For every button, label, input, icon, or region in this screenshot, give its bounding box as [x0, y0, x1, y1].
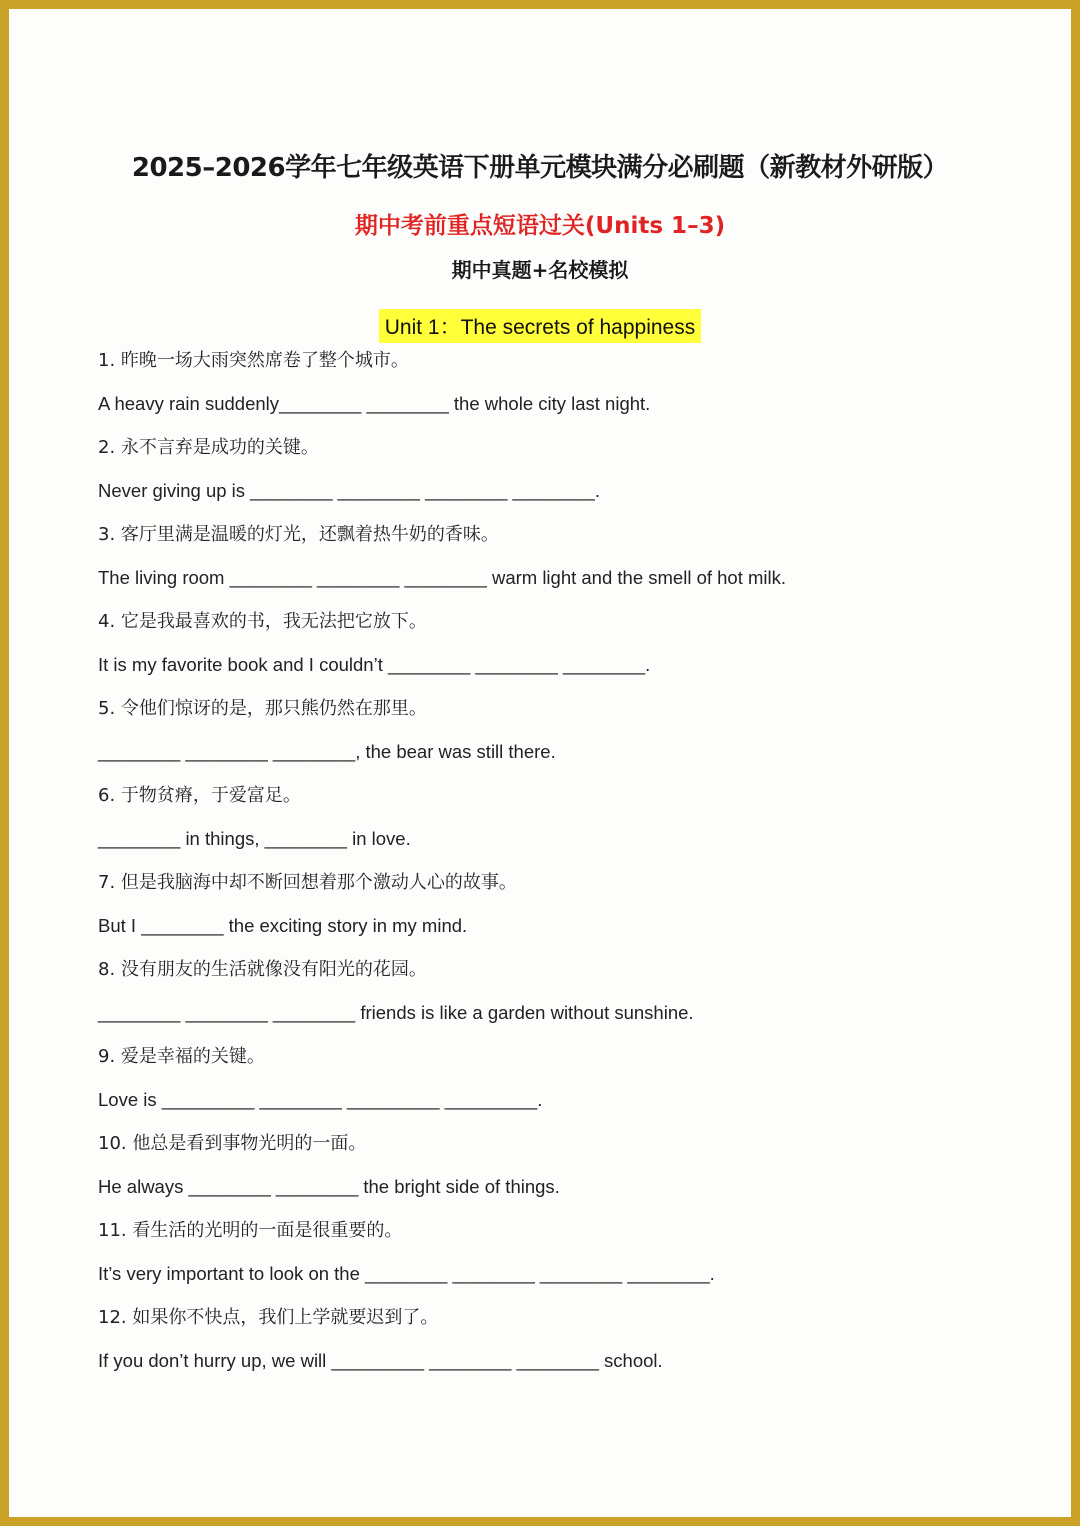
question-english: A heavy rain suddenly________ ________ the whole city last night.	[98, 393, 651, 414]
question-chinese: 10. 他总是看到事物光明的一面。	[98, 1133, 367, 1154]
question-item	[98, 521, 1018, 608]
question-item	[98, 782, 1018, 869]
page-title: 2025–2026学年七年级英语下册单元模块满分必刷题（新教材外研版）	[131, 153, 949, 183]
question-chinese: 5. 令他们惊讶的是，那只熊仍然在那里。	[98, 698, 427, 719]
question-chinese: 3. 客厅里满是温暖的灯光，还飘着热牛奶的香味。	[98, 524, 499, 545]
question-english: But I ________ the exciting story in my mind.	[98, 915, 468, 936]
question-item	[98, 1043, 1018, 1130]
question-item	[98, 956, 1018, 1043]
question-english: Love is _________ ________ _________ _________.	[98, 1089, 543, 1110]
question-chinese: 9. 爱是幸福的关键。	[98, 1046, 265, 1067]
unit-heading-row	[9, 309, 1071, 343]
question-item	[98, 608, 1018, 695]
question-item	[98, 695, 1018, 782]
question-english: Never giving up is ________ ________ ________ ________.	[98, 480, 600, 501]
page-subtitle: 期中考前重点短语过关(Units 1–3)	[354, 213, 726, 239]
question-english: It’s very important to look on the ________ ________ ________ ________.	[98, 1263, 715, 1284]
question-english: The living room ________ ________ ________ warm light and the smell of hot milk.	[98, 567, 787, 588]
question-english: He always ________ ________ the bright side of things.	[98, 1176, 560, 1197]
question-english: ________ in things, ________ in love.	[98, 828, 411, 849]
question-chinese: 11. 看生活的光明的一面是很重要的。	[98, 1220, 403, 1241]
question-item	[98, 434, 1018, 521]
question-item	[98, 347, 1018, 434]
question-item	[98, 1217, 1018, 1304]
question-chinese: 6. 于物贫瘠，于爱富足。	[98, 785, 301, 806]
page-subtitle-secondary: 期中真题+名校模拟	[451, 258, 629, 282]
unit-heading: Unit 1：The secrets of happiness	[379, 309, 702, 343]
question-english: ________ ________ ________, the bear was still there.	[98, 741, 556, 762]
question-chinese: 1. 昨晚一场大雨突然席卷了整个城市。	[98, 350, 409, 371]
question-chinese: 8. 没有朋友的生活就像没有阳光的花园。	[98, 959, 427, 980]
question-chinese: 12. 如果你不快点，我们上学就要迟到了。	[98, 1307, 439, 1328]
question-english: It is my favorite book and I couldn’t ________ ________ ________.	[98, 654, 651, 675]
question-english: ________ ________ ________ friends is like a garden without sunshine.	[98, 1002, 694, 1023]
question-chinese: 2. 永不言弃是成功的关键。	[98, 437, 319, 458]
question-english: If you don’t hurry up, we will _________ ________ ________ school.	[98, 1350, 663, 1371]
worksheet-page	[9, 9, 1071, 1517]
question-list	[98, 347, 1018, 1391]
question-chinese: 4. 它是我最喜欢的书，我无法把它放下。	[98, 611, 427, 632]
question-item	[98, 869, 1018, 956]
question-item	[98, 1130, 1018, 1217]
question-chinese: 7. 但是我脑海中却不断回想着那个激动人心的故事。	[98, 872, 517, 893]
question-item	[98, 1304, 1018, 1391]
